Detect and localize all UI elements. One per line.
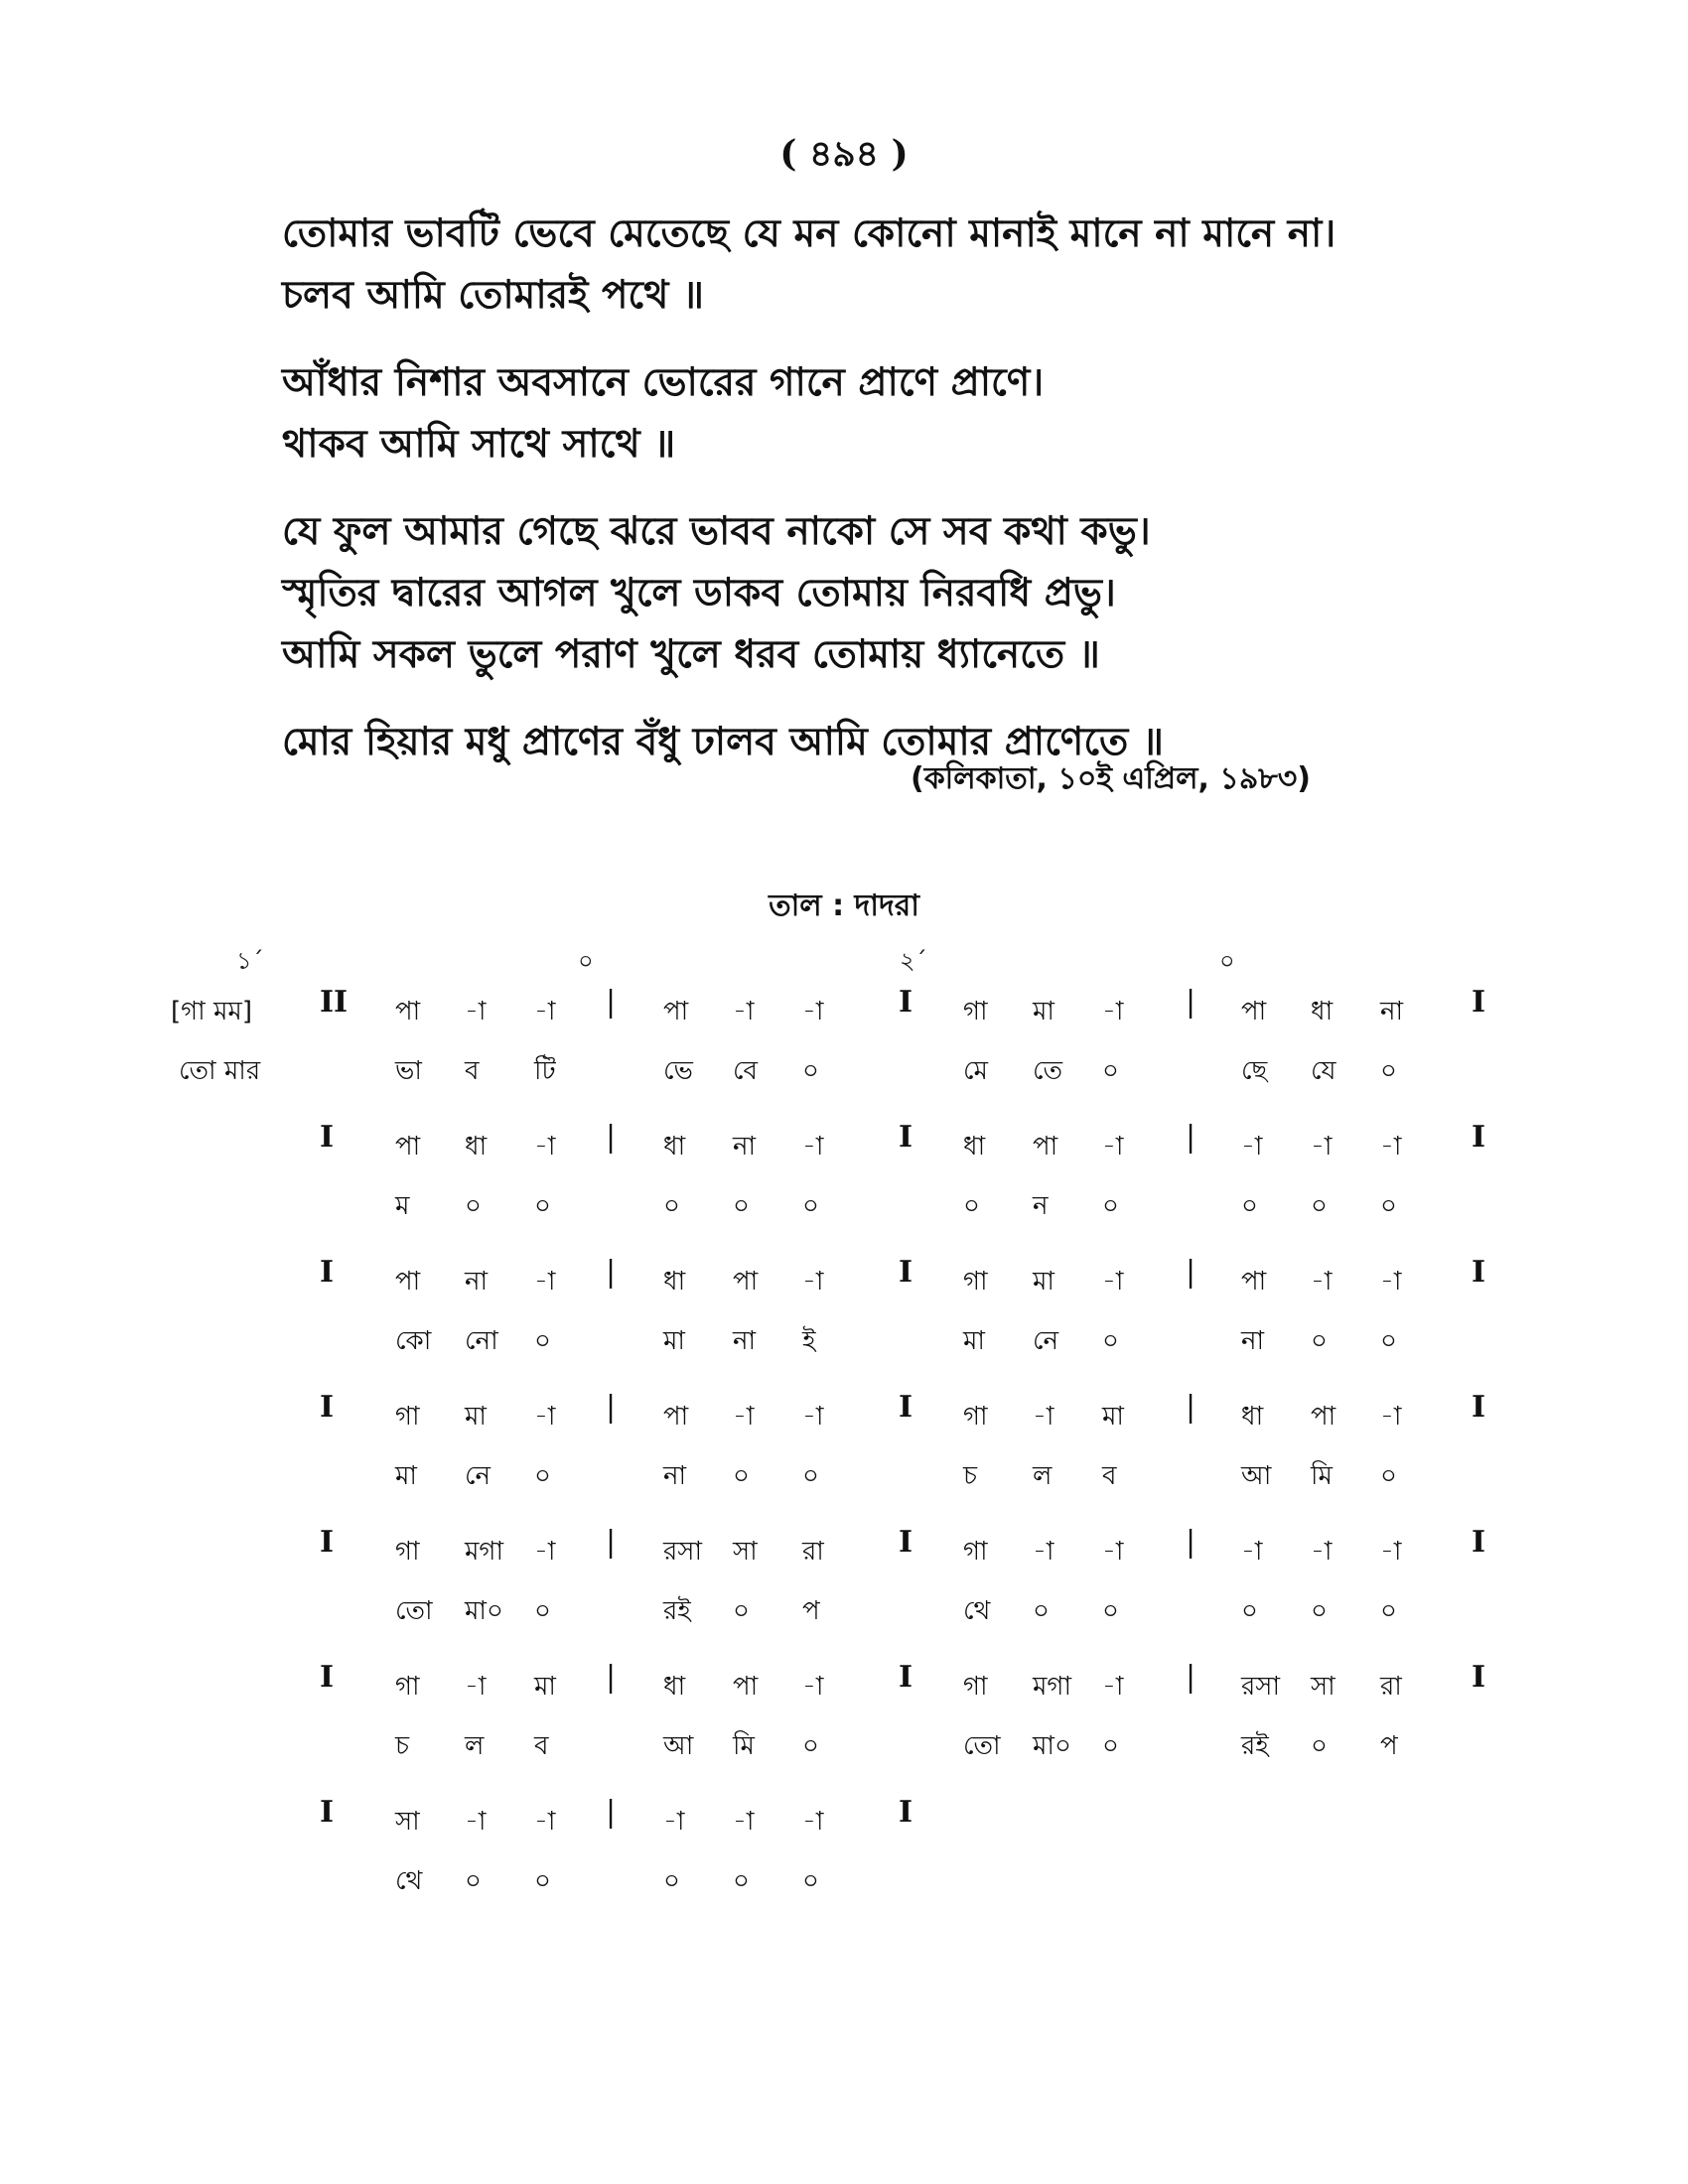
barline: | xyxy=(606,985,617,1020)
swara-note: -া xyxy=(1033,1537,1055,1567)
swara-note: -া xyxy=(802,997,824,1026)
swara-note: -া xyxy=(1311,1537,1333,1567)
lyric-syllable: ই xyxy=(802,1326,816,1356)
lyric-syllable: ০ xyxy=(534,1461,551,1491)
barline: | xyxy=(1186,1525,1196,1560)
swara-note: পা xyxy=(395,1267,421,1297)
swara-note: -া xyxy=(465,997,487,1026)
swara-note: ধা xyxy=(963,1132,986,1161)
lyric-syllable: তো xyxy=(395,1596,433,1626)
swara-note: গা xyxy=(963,997,988,1026)
swara-note: -া xyxy=(534,1537,556,1567)
lyric-syllable: না xyxy=(663,1461,687,1491)
lyric-syllable: ০ xyxy=(663,1191,680,1221)
lead-in-syllables: তো মার xyxy=(179,1056,261,1086)
swara-note: পা xyxy=(1241,1267,1267,1297)
swara-note: মা xyxy=(465,1402,487,1432)
swara-note: সা xyxy=(1311,1672,1336,1702)
swara-note: ধা xyxy=(663,1132,686,1161)
swara-note: গা xyxy=(963,1672,988,1702)
swara-note: -া xyxy=(1311,1267,1333,1297)
lyric-syllable: ০ xyxy=(663,1866,680,1896)
notation-row xyxy=(0,1783,1688,1902)
lyric-syllable: বে xyxy=(733,1056,759,1086)
lyric-syllable: মা xyxy=(963,1326,985,1356)
lyric-syllable: ০ xyxy=(1102,1596,1119,1626)
lyric-line: স্মৃতির দ্বারের আগল খুলে ডাকব তোমায় নিরবধি প্রভু। xyxy=(282,571,1116,615)
swara-note: -া xyxy=(1311,1132,1333,1161)
lyric-syllable: ০ xyxy=(733,1596,750,1626)
lyric-syllable: ০ xyxy=(1380,1461,1397,1491)
lyric-syllable: মা xyxy=(663,1326,685,1356)
swara-note: মা xyxy=(1033,997,1055,1026)
beat-marker: ১´ xyxy=(236,947,264,975)
barline: | xyxy=(606,1525,617,1560)
swara-note: -া xyxy=(534,997,556,1026)
swara-note: পা xyxy=(395,1132,421,1161)
swara-note: -া xyxy=(534,1132,556,1161)
lyric-syllable: ০ xyxy=(534,1866,551,1896)
barline: I xyxy=(320,1525,335,1560)
lyric-syllable: ০ xyxy=(1241,1191,1258,1221)
barline: I xyxy=(320,1255,335,1290)
swara-note: -া xyxy=(1102,1267,1124,1297)
lyric-syllable: মে xyxy=(963,1056,988,1086)
lyric-syllable: তে xyxy=(1033,1056,1063,1086)
lyric-syllable: ০ xyxy=(733,1866,750,1896)
swara-note: -া xyxy=(1380,1537,1402,1567)
lyric-syllable: না xyxy=(1241,1326,1265,1356)
lyric-syllable: নে xyxy=(1033,1326,1059,1356)
swara-note: গা xyxy=(963,1402,988,1432)
barline: | xyxy=(606,1660,617,1695)
barline: I xyxy=(1472,1120,1486,1155)
lyric-syllable: ০ xyxy=(1102,1731,1119,1761)
lyric-syllable: থে xyxy=(963,1596,991,1626)
swara-note: -া xyxy=(465,1672,487,1702)
lyric-syllable: ০ xyxy=(1102,1056,1119,1086)
notation-row xyxy=(0,973,1688,1092)
swara-note: -া xyxy=(1241,1132,1263,1161)
swara-note: রসা xyxy=(663,1537,703,1567)
swara-note: সা xyxy=(733,1537,758,1567)
swara-note: -া xyxy=(733,997,755,1026)
barline: I xyxy=(1472,1660,1486,1695)
swara-note: রসা xyxy=(1241,1672,1281,1702)
lyric-syllable: ০ xyxy=(1311,1326,1328,1356)
lyrics xyxy=(282,204,1474,799)
swara-note: -া xyxy=(733,1807,755,1837)
swara-note: পা xyxy=(1033,1132,1058,1161)
swara-note: -া xyxy=(465,1807,487,1837)
lyric-syllable: ০ xyxy=(1102,1326,1119,1356)
lyric-syllable: ০ xyxy=(802,1056,819,1086)
notation-row xyxy=(0,1378,1688,1497)
swara-note: না xyxy=(1380,997,1404,1026)
barline: | xyxy=(606,1120,617,1155)
swara-note: মগা xyxy=(465,1537,504,1567)
lyric-syllable: ০ xyxy=(963,1191,980,1221)
lyric-line: মোর হিয়ার মধু প্রাণের বঁধু ঢালব আমি তোমার প্রাণেতে ॥ xyxy=(282,720,1164,764)
barline: I xyxy=(1472,1390,1486,1425)
lyric-syllable: ০ xyxy=(1311,1596,1328,1626)
barline: I xyxy=(320,1795,335,1830)
lyric-syllable: না xyxy=(733,1326,757,1356)
lyric-syllable: ব xyxy=(1102,1461,1117,1491)
lyric-syllable: ব xyxy=(465,1056,480,1086)
notation-row xyxy=(0,1243,1688,1362)
lyric-syllable: ০ xyxy=(465,1866,482,1896)
lyric-syllable: আ xyxy=(663,1731,694,1761)
barline: I xyxy=(899,1390,914,1425)
swara-note: -া xyxy=(733,1402,755,1432)
place-date: (কলিকাতা, ১০ই এপ্রিল, ১৯৮৩) xyxy=(910,761,1311,796)
swara-note: -া xyxy=(1102,997,1124,1026)
lyric-syllable: ০ xyxy=(1241,1596,1258,1626)
lyric-syllable: ০ xyxy=(1380,1191,1397,1221)
swara-note: গা xyxy=(963,1537,988,1567)
lyric-syllable: আ xyxy=(1241,1461,1272,1491)
swara-note: মা xyxy=(1033,1267,1055,1297)
barline: I xyxy=(320,1120,335,1155)
lyric-syllable: ০ xyxy=(802,1191,819,1221)
lyric-syllable: ০ xyxy=(534,1326,551,1356)
lyric-syllable: ভে xyxy=(663,1056,693,1086)
lyric-syllable: ০ xyxy=(802,1866,819,1896)
lyric-syllable: ০ xyxy=(1311,1191,1328,1221)
barline: | xyxy=(1186,1660,1196,1695)
lyric-syllable: ০ xyxy=(1102,1191,1119,1221)
lyric-syllable: যে xyxy=(1311,1056,1336,1086)
lyric-syllable: প xyxy=(1380,1731,1398,1761)
swara-note: -া xyxy=(534,1807,556,1837)
swara-note: -া xyxy=(1102,1672,1124,1702)
lyric-syllable: মি xyxy=(1311,1461,1333,1491)
swara-note: না xyxy=(733,1132,757,1161)
lyric-syllable: কো xyxy=(395,1326,432,1356)
lyric-line: চলব আমি তোমারই পথে ॥ xyxy=(282,273,704,318)
swara-note: পা xyxy=(663,997,689,1026)
lyric-syllable: ল xyxy=(465,1731,485,1761)
swara-note: পা xyxy=(395,997,421,1026)
notation-row xyxy=(0,1513,1688,1632)
swara-note: -া xyxy=(534,1402,556,1432)
lyric-line: তোমার ভাবটি ভেবে মেতেছে যে মন কোনো মানাই মানে না মানে না। xyxy=(282,211,1336,256)
barline: I xyxy=(899,985,914,1020)
lyric-syllable: নো xyxy=(465,1326,498,1356)
swara-note: -া xyxy=(1380,1402,1402,1432)
barline: II xyxy=(320,985,349,1020)
barline: I xyxy=(899,1255,914,1290)
swara-note: রা xyxy=(1380,1672,1402,1702)
swara-note: -া xyxy=(802,1132,824,1161)
swara-note: সা xyxy=(395,1807,420,1837)
lyric-syllable: ছে xyxy=(1241,1056,1268,1086)
lyric-stanza xyxy=(282,204,1474,327)
lyric-syllable: ০ xyxy=(733,1191,750,1221)
beat-marker: ০ xyxy=(578,947,594,975)
swara-note: ধা xyxy=(465,1132,488,1161)
barline: I xyxy=(899,1660,914,1695)
swara-note: মা xyxy=(1102,1402,1124,1432)
swara-note: গা xyxy=(395,1537,420,1567)
lyric-syllable: ০ xyxy=(465,1191,482,1221)
lyric-syllable: মা০ xyxy=(465,1596,503,1626)
lyric-syllable: ০ xyxy=(534,1191,551,1221)
swara-note: -া xyxy=(1102,1132,1124,1161)
swara-note: পা xyxy=(1241,997,1267,1026)
swara-note: পা xyxy=(733,1672,759,1702)
lyric-syllable: ব xyxy=(534,1731,549,1761)
swara-note: মগা xyxy=(1033,1672,1072,1702)
barline: I xyxy=(320,1390,335,1425)
lyric-syllable: চ xyxy=(963,1461,978,1491)
lyric-syllable: ০ xyxy=(1033,1596,1050,1626)
lyric-syllable: ০ xyxy=(802,1731,819,1761)
lyric-syllable: ০ xyxy=(1380,1326,1397,1356)
lyric-syllable: ০ xyxy=(1311,1731,1328,1761)
swara-note: মা xyxy=(534,1672,556,1702)
swara-note: -া xyxy=(802,1672,824,1702)
lyric-stanza xyxy=(282,352,1474,476)
lyric-syllable: মা xyxy=(395,1461,417,1491)
barline: | xyxy=(1186,1390,1196,1425)
swara-note: গা xyxy=(395,1672,420,1702)
lead-in-notes: [গা মম] xyxy=(171,997,253,1026)
swara-note: না xyxy=(465,1267,489,1297)
lyric-syllable: চ xyxy=(395,1731,410,1761)
swara-note: পা xyxy=(1311,1402,1336,1432)
swara-note: -া xyxy=(802,1267,824,1297)
lyric-syllable: ল xyxy=(1033,1461,1053,1491)
lyric-syllable: ০ xyxy=(534,1596,551,1626)
lyric-syllable: ০ xyxy=(733,1461,750,1491)
beat-marker: ০ xyxy=(1219,947,1235,975)
notation-table xyxy=(0,973,1688,1966)
barline: I xyxy=(1472,985,1486,1020)
lyric-syllable: মা০ xyxy=(1033,1731,1071,1761)
lyric-line: আঁধার নিশার অবসানে ভোরের গানে প্রাণে প্রাণে। xyxy=(282,360,1045,405)
swara-note: রা xyxy=(802,1537,824,1567)
lyric-line: থাকব আমি সাথে সাথে ॥ xyxy=(282,422,676,467)
lyric-syllable: মি xyxy=(733,1731,755,1761)
swara-note: ধা xyxy=(663,1267,686,1297)
lyric-syllable: ০ xyxy=(1380,1596,1397,1626)
swara-note: -া xyxy=(663,1807,685,1837)
barline: | xyxy=(1186,985,1196,1020)
barline: I xyxy=(899,1795,914,1830)
swara-note: -া xyxy=(802,1807,824,1837)
barline: I xyxy=(320,1660,335,1695)
barline: I xyxy=(1472,1255,1486,1290)
swara-note: -া xyxy=(1380,1267,1402,1297)
barline: | xyxy=(606,1255,617,1290)
swara-note: ধা xyxy=(1241,1402,1264,1432)
lyric-syllable: রই xyxy=(663,1596,691,1626)
swara-note: পা xyxy=(733,1267,759,1297)
lyric-stanza xyxy=(282,501,1474,686)
lyric-line: যে ফুল আমার গেছে ঝরে ভাবব নাকো সে সব কথা কভু। xyxy=(282,509,1151,554)
tala-heading: তাল : দাদরা xyxy=(769,888,919,923)
barline: | xyxy=(606,1390,617,1425)
barline: I xyxy=(899,1525,914,1560)
lyric-syllable: টি xyxy=(534,1056,556,1086)
lyric-syllable: ম xyxy=(395,1191,410,1221)
swara-note: গা xyxy=(963,1267,988,1297)
swara-note: ধা xyxy=(663,1672,686,1702)
lyric-line: আমি সকল ভুলে পরাণ খুলে ধরব তোমায় ধ্যানেতে ॥ xyxy=(282,632,1100,677)
lyric-syllable: প xyxy=(802,1596,820,1626)
swara-note: ধা xyxy=(1311,997,1334,1026)
barline: | xyxy=(1186,1255,1196,1290)
barline: | xyxy=(606,1795,617,1830)
lyric-syllable: তো xyxy=(963,1731,1001,1761)
lyric-syllable: থে xyxy=(395,1866,423,1896)
notation-row xyxy=(0,1648,1688,1767)
swara-note: -া xyxy=(1102,1537,1124,1567)
lyric-syllable: নে xyxy=(465,1461,492,1491)
page-number: ( ৪৯৪ ) xyxy=(779,133,909,175)
swara-note: -া xyxy=(802,1402,824,1432)
swara-note: -া xyxy=(1380,1132,1402,1161)
lyric-syllable: ভা xyxy=(395,1056,422,1086)
swara-note: -া xyxy=(534,1267,556,1297)
swara-note: -া xyxy=(1241,1537,1263,1567)
beat-marker: ২´ xyxy=(900,947,927,975)
notation-row xyxy=(0,1108,1688,1227)
swara-note: পা xyxy=(663,1402,689,1432)
lyric-syllable: ন xyxy=(1033,1191,1049,1221)
swara-note: গা xyxy=(395,1402,420,1432)
barline: | xyxy=(1186,1120,1196,1155)
barline: I xyxy=(899,1120,914,1155)
lyric-syllable: রই xyxy=(1241,1731,1269,1761)
lyric-syllable: ০ xyxy=(1380,1056,1397,1086)
swara-note: -া xyxy=(1033,1402,1055,1432)
lyric-syllable: ০ xyxy=(802,1461,819,1491)
barline: I xyxy=(1472,1525,1486,1560)
